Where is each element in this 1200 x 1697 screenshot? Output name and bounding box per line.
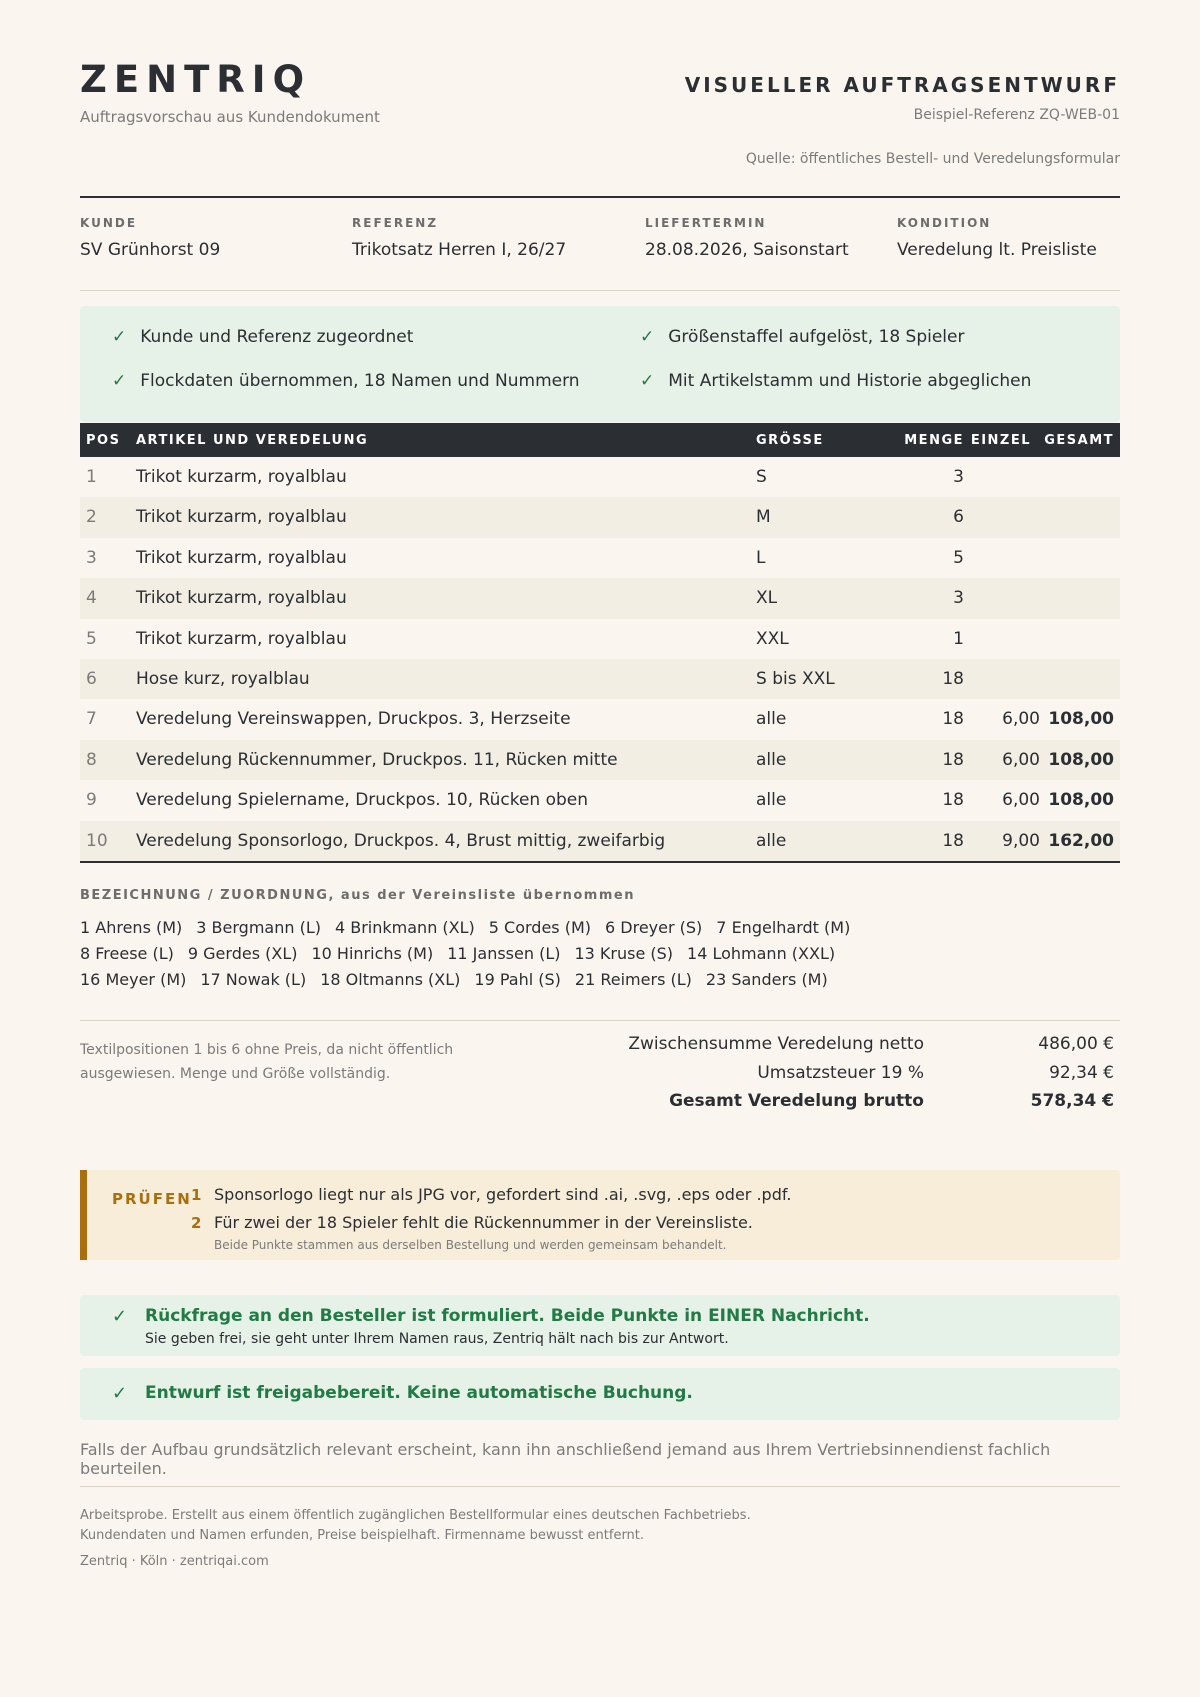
- meta-condition: [897, 216, 1097, 260]
- meta-label: KUNDE: [80, 216, 138, 230]
- cell-article: Veredelung Spielername, Druckpos. 10, Rücken oben: [136, 790, 589, 811]
- vat-value: 92,34 €: [1049, 1062, 1114, 1083]
- document-header: [80, 0, 1120, 200]
- cell-size: L: [756, 547, 766, 568]
- order-meta: [80, 216, 1120, 266]
- cell-pos: 5: [86, 628, 97, 649]
- meta-label: LIEFERTERMIN: [645, 216, 767, 230]
- document-reference: Beispiel-Referenz ZQ-WEB-01: [913, 107, 1120, 123]
- header-divider: [80, 196, 1120, 198]
- checkmark-icon: ✓: [112, 1383, 128, 1404]
- cell-size: S: [756, 467, 767, 487]
- cell-article: Veredelung Rückennummer, Druckpos. 11, Rücken mitte: [136, 749, 618, 770]
- price-note: Textilpositionen 1 bis 6 ohne Preis, da nicht öffentlich ausgewiesen. Menge und Größe vollständig.: [80, 1042, 454, 1082]
- cell-qty: 18: [942, 790, 964, 811]
- player-entry: 9 Gerdes (XL): [187, 944, 298, 963]
- cell-pos: 2: [86, 507, 97, 528]
- footer-divider: [80, 1486, 1120, 1487]
- player-entry: 17 Nowak (L): [200, 970, 307, 989]
- cell-total: 162,00: [1048, 830, 1114, 851]
- table-body: [80, 457, 1120, 861]
- player-entry: 6 Dreyer (S): [605, 918, 703, 937]
- cell-total: 108,00: [1048, 709, 1114, 730]
- order-table: [80, 423, 1120, 863]
- review-item-text: Für zwei der 18 Spieler fehlt die Rückennummer in der Vereinsliste.: [214, 1213, 753, 1232]
- player-entry: 10 Hinrichs (M): [311, 944, 434, 963]
- player-entry: 4 Brinkmann (XL): [334, 918, 475, 937]
- release-status-box: [80, 1368, 1120, 1420]
- cell-pos: 1: [86, 467, 97, 487]
- vat-row: [594, 1063, 1114, 1092]
- cell-qty: 3: [953, 467, 964, 487]
- meta-value: 28.08.2026, Saisonstart: [645, 240, 849, 260]
- player-entry: 16 Meyer (M): [80, 970, 187, 989]
- player-entry: 21 Reimers (L): [574, 970, 692, 989]
- checkmark-icon: ✓: [112, 1306, 128, 1327]
- table-header: [80, 423, 1120, 457]
- cell-qty: 18: [942, 668, 964, 689]
- check-text: Flockdaten übernommen, 18 Namen und Nummern: [140, 371, 580, 391]
- cell-size: S bis XXL: [756, 668, 835, 689]
- player-entry: 18 Oltmanns (XL): [320, 970, 461, 989]
- cell-article: Trikot kurzarm, royalblau: [136, 628, 347, 649]
- footer-line: Arbeitsprobe. Erstellt aus einem öffentlich zugänglichen Bestellformular eines deutschen Fachbetriebs.: [80, 1508, 751, 1523]
- table-row: [80, 538, 1120, 578]
- cell-pos: 8: [86, 749, 97, 770]
- meta-label: REFERENZ: [352, 216, 439, 230]
- subtotal-label: Zwischensumme Veredelung netto: [628, 1034, 924, 1054]
- check-item: [640, 371, 1031, 391]
- column-header-qty: MENGE: [904, 433, 964, 448]
- cell-pos: 9: [86, 790, 97, 811]
- names-line: [80, 915, 1120, 941]
- meta-value: Veredelung lt. Preisliste: [897, 240, 1097, 260]
- review-label: PRÜFEN: [112, 1190, 192, 1208]
- closing-text: Falls der Aufbau grundsätzlich relevant erscheint, kann ihn anschließend jemand aus Ihrem Vertriebsinnendienst fachlich beurteilen.: [80, 1440, 1051, 1478]
- table-row: [80, 659, 1120, 699]
- cell-qty: 6: [953, 507, 964, 528]
- table-row: [80, 578, 1120, 618]
- player-name-list: [80, 888, 1120, 993]
- table-row: [80, 497, 1120, 537]
- review-item-text: Sponsorlogo liegt nur als JPG vor, gefordert sind .ai, .svg, .eps oder .pdf.: [214, 1185, 792, 1204]
- cell-size: XL: [756, 588, 778, 609]
- totals-block: [594, 1034, 1114, 1120]
- document-title: VISUELLER AUFTRAGSENTWURF: [684, 73, 1120, 97]
- footer-disclaimer: [80, 1506, 751, 1546]
- check-text: Größenstaffel aufgelöst, 18 Spieler: [668, 327, 965, 347]
- table-row: [80, 619, 1120, 659]
- brand-subtitle: Auftragsvorschau aus Kundendokument: [80, 108, 380, 126]
- cell-pos: 6: [86, 668, 97, 689]
- names-line: [80, 941, 1120, 967]
- subtotal-row: [594, 1034, 1114, 1063]
- cell-article: Veredelung Vereinswappen, Druckpos. 3, Herzseite: [136, 709, 571, 730]
- checkmark-icon: ✓: [112, 327, 127, 347]
- release-status-headline: Entwurf ist freigabebereit. Keine automatische Buchung.: [145, 1383, 693, 1403]
- table-row: [80, 740, 1120, 780]
- cell-size: M: [756, 507, 771, 528]
- review-accent-bar: [80, 1170, 87, 1260]
- cell-unit-price: 6,00: [1002, 749, 1040, 770]
- vat-label: Umsatzsteuer 19 %: [757, 1062, 924, 1083]
- cell-article: Trikot kurzarm, royalblau: [136, 507, 347, 528]
- cell-size: alle: [756, 790, 787, 811]
- cell-pos: 7: [86, 709, 97, 730]
- inquiry-status-subtext: Sie geben frei, sie geht unter Ihrem Namen raus, Zentriq hält nach bis zur Antwort.: [145, 1331, 729, 1347]
- player-entry: 7 Engelhardt (M): [716, 918, 851, 937]
- brand-logo: ZENTRIQ: [80, 58, 312, 101]
- cell-article: Veredelung Sponsorlogo, Druckpos. 4, Brust mittig, zweifarbig: [136, 830, 666, 851]
- cell-unit-price: 6,00: [1002, 709, 1040, 730]
- document-source: Quelle: öffentliches Bestell- und Veredelungsformular: [745, 151, 1120, 167]
- cell-size: alle: [756, 830, 787, 851]
- document-page: [80, 0, 1120, 1569]
- cell-total: 108,00: [1048, 790, 1114, 811]
- player-entry: 13 Kruse (S): [574, 944, 674, 963]
- cell-unit-price: 6,00: [1002, 790, 1040, 811]
- table-bottom-rule: [80, 861, 1120, 863]
- column-header-article: ARTIKEL UND VEREDELUNG: [136, 433, 369, 448]
- meta-reference: [352, 216, 566, 260]
- names-line: [80, 967, 1120, 993]
- review-box: [80, 1170, 1120, 1260]
- meta-divider: [80, 290, 1120, 291]
- checkmark-icon: ✓: [112, 371, 127, 391]
- column-header-total: GESAMT: [1044, 433, 1114, 448]
- review-item-number: 1: [191, 1186, 202, 1204]
- inquiry-status-headline: Rückfrage an den Besteller ist formuliert. Beide Punkte in EINER Nachricht.: [145, 1306, 870, 1326]
- meta-delivery-date: [645, 216, 849, 260]
- column-header-unit: EINZEL: [970, 433, 1031, 448]
- meta-value: Trikotsatz Herren I, 26/27: [352, 240, 567, 260]
- table-row: [80, 780, 1120, 820]
- cell-article: Trikot kurzarm, royalblau: [136, 547, 347, 568]
- meta-customer: [80, 216, 220, 260]
- cell-size: alle: [756, 709, 787, 730]
- checkmark-icon: ✓: [640, 327, 655, 347]
- column-header-pos: POS: [86, 433, 121, 448]
- cell-pos: 10: [86, 830, 108, 851]
- player-entry: 8 Freese (L): [80, 944, 174, 963]
- cell-unit-price: 9,00: [1002, 830, 1040, 851]
- player-entry: 23 Sanders (M): [705, 970, 828, 989]
- player-entry: 1 Ahrens (M): [80, 918, 183, 937]
- cell-qty: 5: [953, 547, 964, 568]
- table-row: [80, 699, 1120, 739]
- cell-pos: 4: [86, 588, 97, 609]
- inquiry-status-box: [80, 1295, 1120, 1356]
- review-item-number: 2: [191, 1214, 202, 1232]
- grand-total-value: 578,34 €: [1030, 1091, 1114, 1111]
- column-header-size: GRÖSSE: [756, 433, 824, 448]
- names-title: BEZEICHNUNG / ZUORDNUNG, aus der Vereinsliste übernommen: [80, 888, 635, 903]
- meta-label: KONDITION: [897, 216, 992, 230]
- cell-article: Hose kurz, royalblau: [136, 668, 310, 689]
- cell-size: alle: [756, 749, 787, 770]
- verification-checks: [80, 306, 1120, 422]
- table-row: [80, 821, 1120, 861]
- names-lines: [80, 915, 1120, 993]
- checkmark-icon: ✓: [640, 371, 655, 391]
- player-entry: 5 Cordes (M): [488, 918, 592, 937]
- footer-line: Kundendaten und Namen erfunden, Preise beispielhaft. Firmenname bewusst entfernt.: [80, 1528, 645, 1543]
- cell-article: Trikot kurzarm, royalblau: [136, 467, 347, 487]
- cell-size: XXL: [756, 628, 789, 649]
- check-item: [112, 327, 413, 347]
- check-text: Mit Artikelstamm und Historie abgeglichen: [668, 371, 1032, 391]
- grand-total-row: [594, 1091, 1114, 1120]
- cell-article: Trikot kurzarm, royalblau: [136, 588, 347, 609]
- player-entry: 14 Lohmann (XXL): [687, 944, 836, 963]
- cell-total: 108,00: [1048, 749, 1114, 770]
- player-entry: 19 Pahl (S): [474, 970, 561, 989]
- cell-qty: 3: [953, 588, 964, 609]
- totals-divider: [80, 1020, 1120, 1021]
- cell-pos: 3: [86, 547, 97, 568]
- cell-qty: 18: [942, 749, 964, 770]
- cell-qty: 18: [942, 830, 964, 851]
- cell-qty: 1: [953, 628, 964, 649]
- check-text: Kunde und Referenz zugeordnet: [140, 327, 414, 347]
- player-entry: 3 Bergmann (L): [196, 918, 321, 937]
- table-row: [80, 457, 1120, 497]
- grand-total-label: Gesamt Veredelung brutto: [669, 1091, 924, 1111]
- check-item: [640, 327, 964, 347]
- cell-qty: 18: [942, 709, 964, 730]
- footer-contact: Zentriq · Köln · zentriqai.com: [80, 1554, 269, 1569]
- check-item: [112, 371, 580, 391]
- subtotal-value: 486,00 €: [1038, 1034, 1114, 1054]
- meta-value: SV Grünhorst 09: [80, 240, 221, 260]
- player-entry: 11 Janssen (L): [447, 944, 561, 963]
- review-footnote: Beide Punkte stammen aus derselben Bestellung und werden gemeinsam behandelt.: [214, 1238, 727, 1252]
